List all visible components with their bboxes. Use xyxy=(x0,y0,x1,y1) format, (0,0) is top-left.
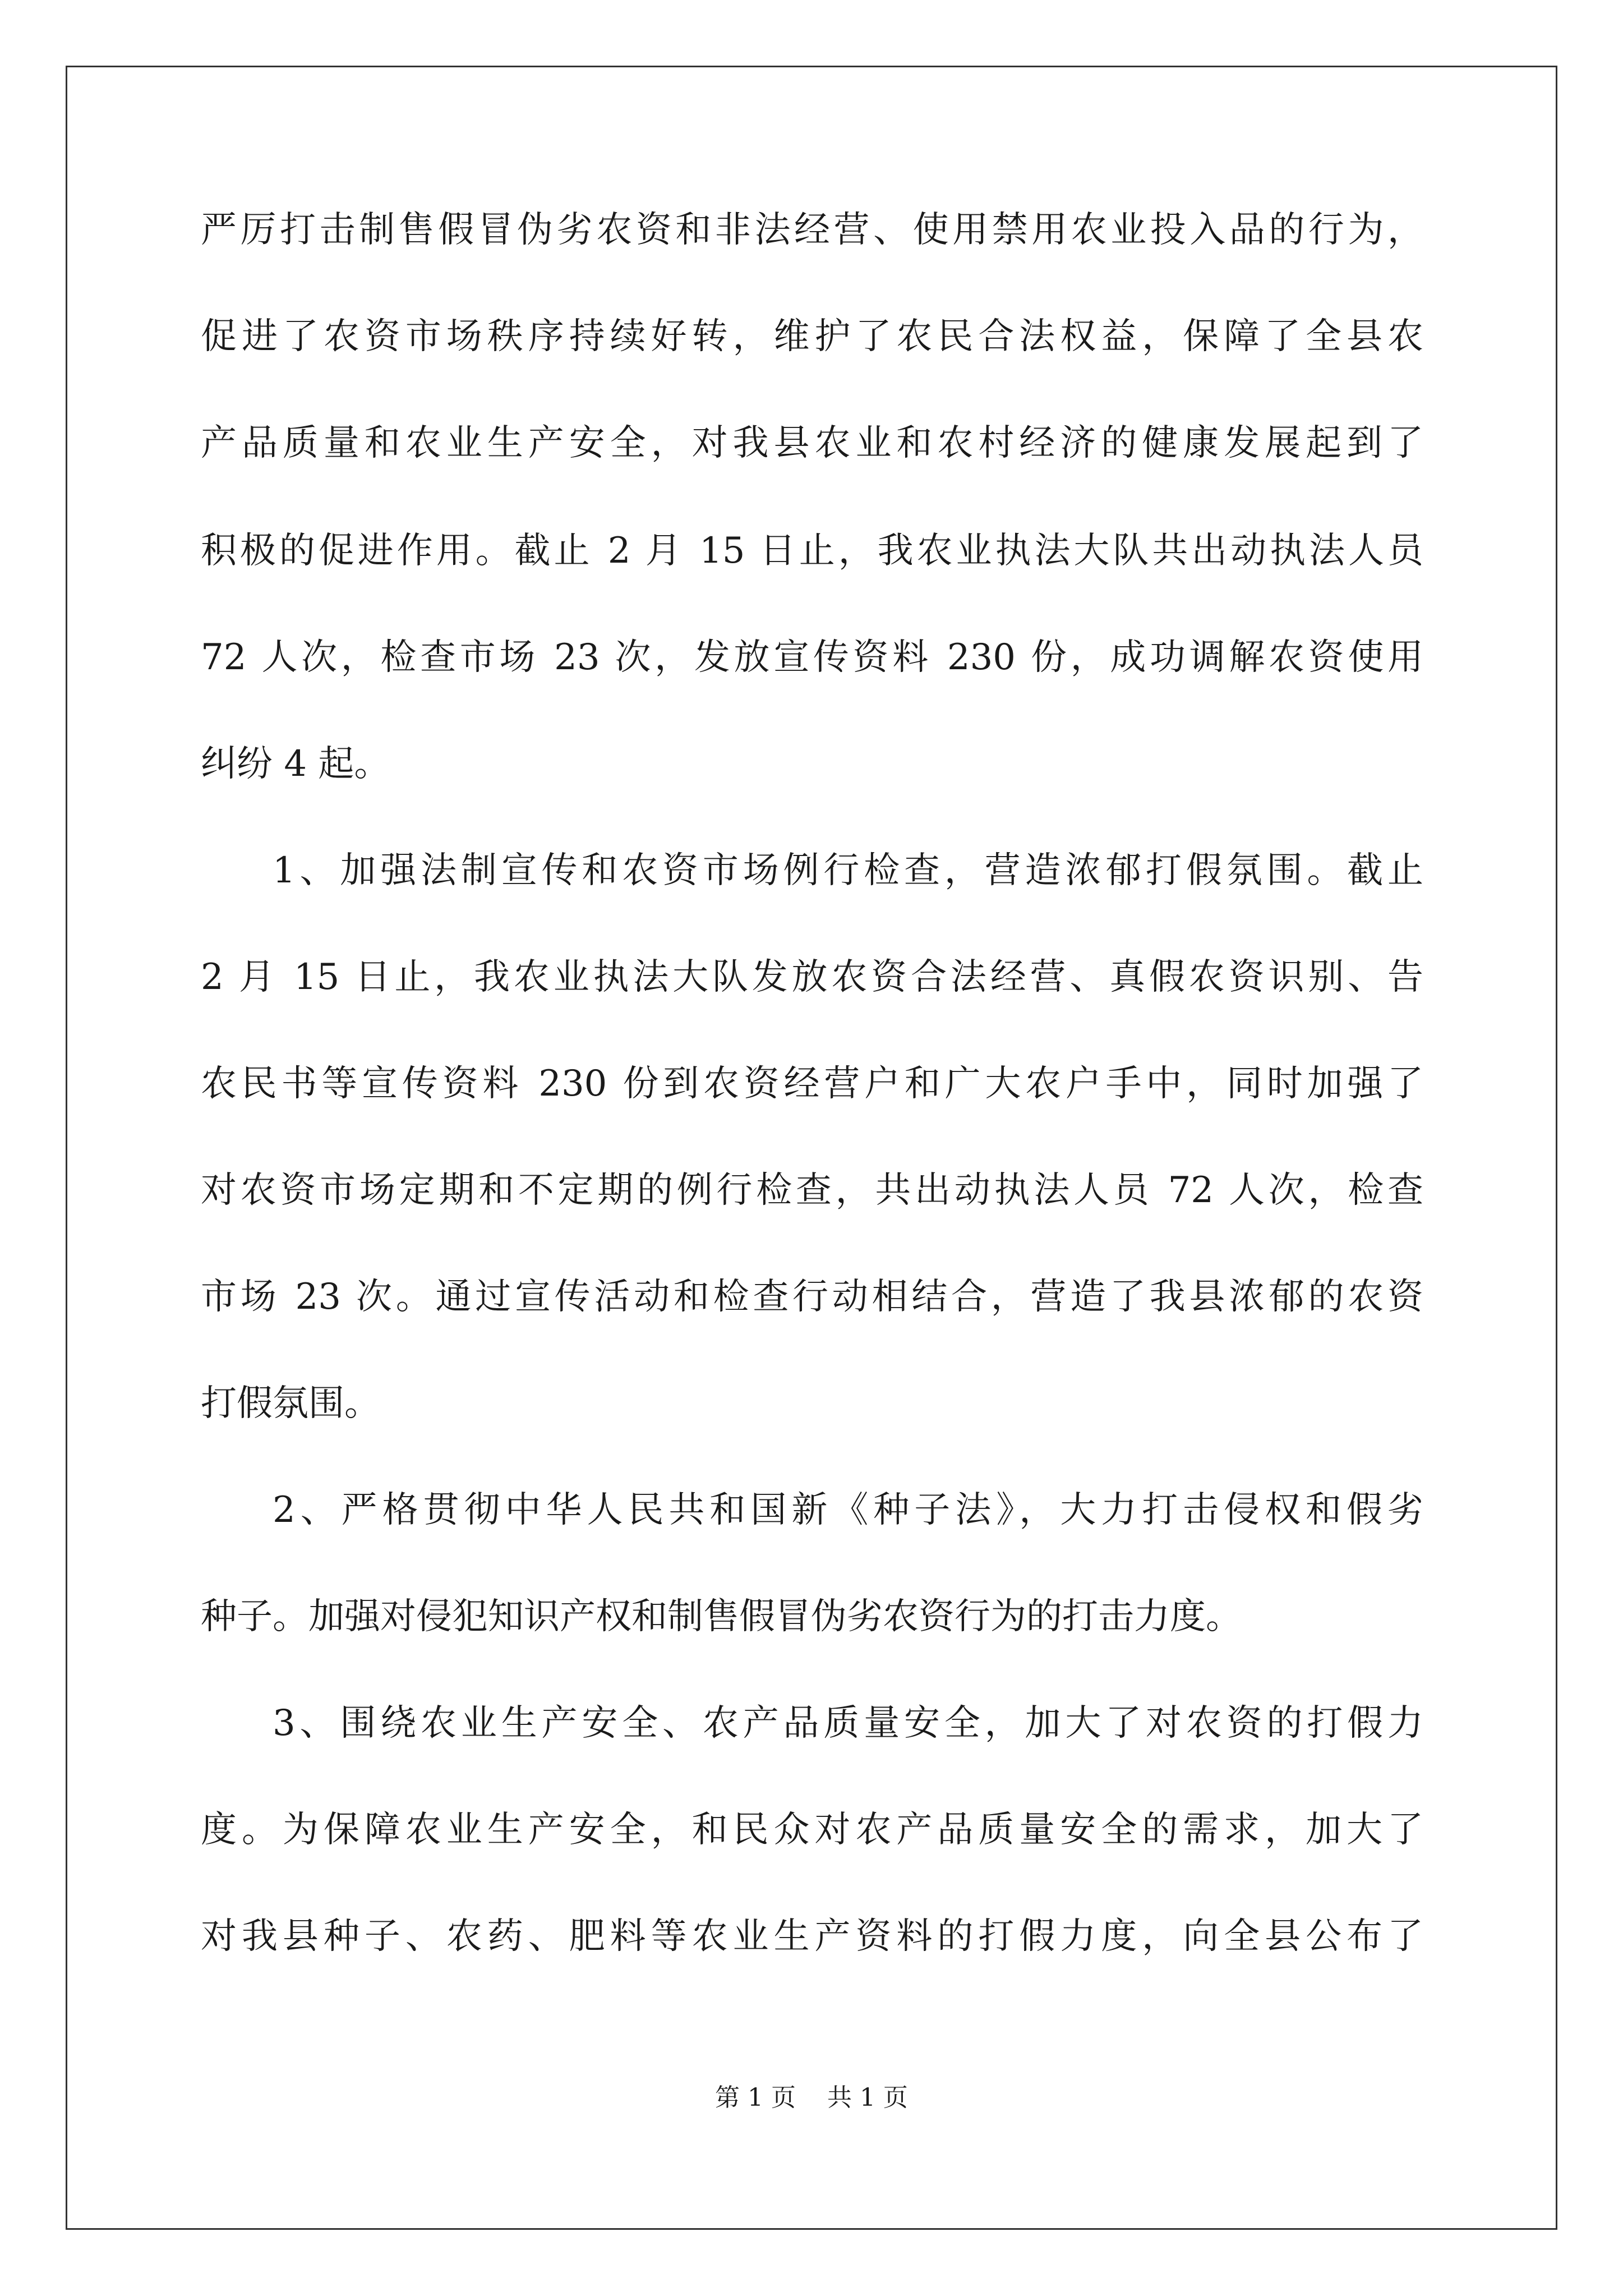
text-line: 产品质量和农业生产安全，对我县农业和农村经济的健康发展起到了 xyxy=(201,422,1423,464)
text-line: 纠纷 4 起。 xyxy=(201,743,390,785)
paragraph-1-first-line: 1、加强法制宣传和农资市场例行检查，营造浓郁打假氛围。截止 xyxy=(273,850,1423,891)
text-line: 72 人次，检查市场 23 次，发放宣传资料 230 份，成功调解农资使用 xyxy=(201,637,1423,678)
text-line: 严厉打击制售假冒伪劣农资和非法经营、使用禁用农业投入品的行为， xyxy=(201,209,1423,251)
text-line: 对我县种子、农药、肥料等农业生产资料的打假力度，向全县公布了 xyxy=(201,1916,1423,1957)
text-line: 对农资市场定期和不定期的例行检查，共出动执法人员 72 人次，检查 xyxy=(201,1170,1423,1211)
page-number-footer: 第 1 页 共 1 页 xyxy=(715,2083,908,2112)
text-line: 促进了农资市场秩序持续好转，维护了农民合法权益，保障了全县农 xyxy=(201,316,1423,357)
paragraph-2-first-line: 2、严格贯彻中华人民共和国新《种子法》，大力打击侵权和假劣 xyxy=(273,1489,1423,1531)
text-line: 农民书等宣传资料 230 份到农资经营户和广大农户手中，同时加强了 xyxy=(201,1063,1423,1105)
text-line: 度。为保障农业生产安全，和民众对农产品质量安全的需求，加大了 xyxy=(201,1809,1423,1851)
text-line: 2 月 15 日止，我农业执法大队发放农资合法经营、真假农资识别、告 xyxy=(201,956,1423,998)
text-line: 市场 23 次。通过宣传活动和检查行动相结合，营造了我县浓郁的农资 xyxy=(201,1276,1423,1318)
page-frame xyxy=(66,66,1557,2230)
paragraph-3-first-line: 3、围绕农业生产安全、农产品质量安全，加大了对农资的打假力 xyxy=(273,1703,1423,1744)
text-line: 积极的促进作用。截止 2 月 15 日止，我农业执法大队共出动执法人员 xyxy=(201,530,1423,572)
text-line: 种子。加强对侵犯知识产权和制售假冒伪劣农资行为的打击力度。 xyxy=(201,1596,1242,1637)
text-line: 打假氛围。 xyxy=(201,1383,380,1424)
